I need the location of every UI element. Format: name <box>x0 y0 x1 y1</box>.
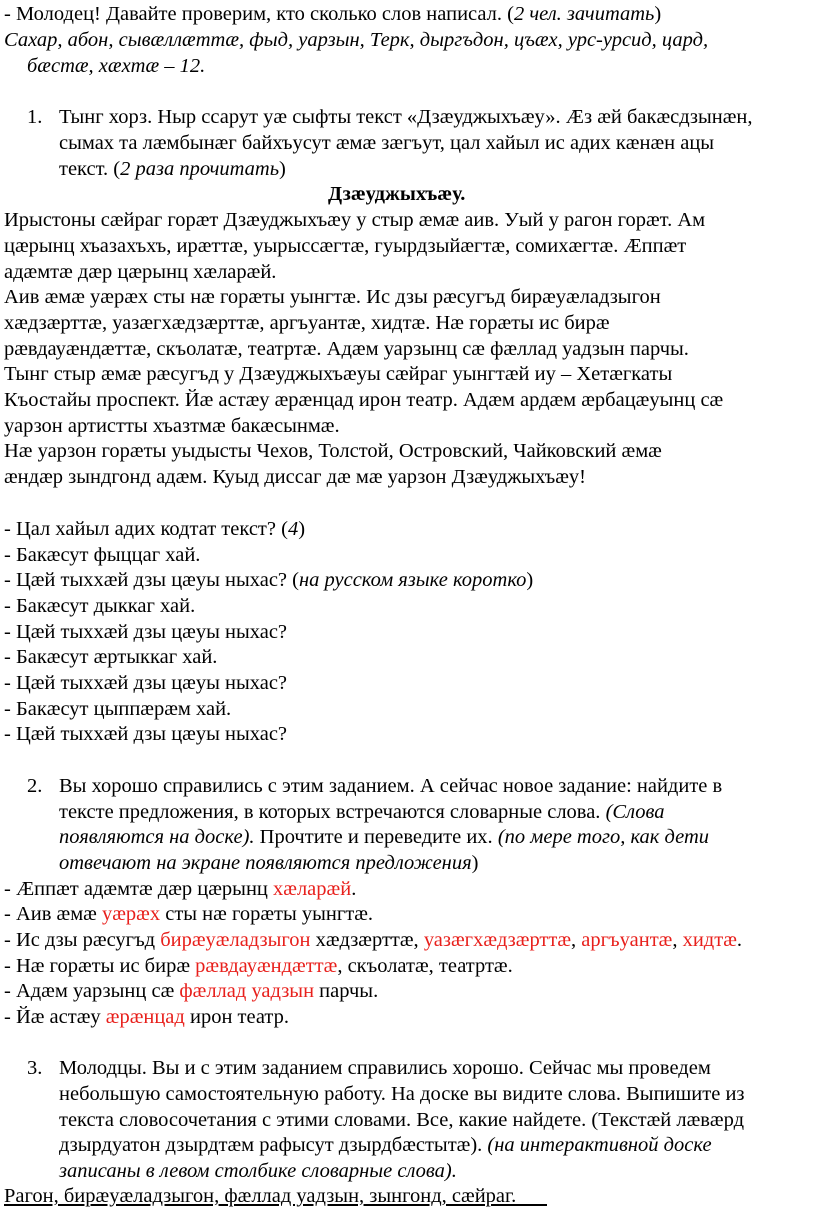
sentence-line: - Йæ астæу æрæнцад ирон театр. <box>4 1006 289 1028</box>
dialog-line: - Цæй тыххæй дзы цæуы ныхас? <box>4 672 288 694</box>
task2-line: отвечают на экране появляются предложения) <box>59 852 479 874</box>
intro-word-list-end: бæстæ, хæхтæ – 12. <box>27 55 206 77</box>
task2-line: тексте предложения, в которых встречаются словарные слова. (Слова <box>59 801 665 823</box>
paragraph-line: Ирыстоны сæйраг горæт Дзæуджыхъæу у стыр æмæ аив. Уый у рагон горæт. Ам <box>4 209 706 231</box>
sentence-line: - Æппæт адæмтæ дæр цæрынц хæларæй. <box>4 878 357 900</box>
highlighted-word: хæларæй <box>273 878 352 900</box>
highlighted-word: рæвдауæндæттæ <box>195 955 338 977</box>
dialog-line: - Цæй тыххæй дзы цæуы ныхас? <box>4 621 288 643</box>
sentence-line: - Адæм уарзынц сæ фæллад уадзын парчы. <box>4 980 379 1002</box>
highlighted-word: фæллад уадзын <box>179 980 315 1002</box>
paragraph-line: уарзон артистты хъазтмæ бакæсынмæ. <box>4 415 340 437</box>
task3-line: Молодцы. Вы и с этим заданием справились хорошо. Сейчас мы проведем <box>59 1057 711 1079</box>
paragraph-line: Къостайы проспект. Йæ астæу æрæнцад ирон театр. Адæм ардæм æрбацæуынц сæ <box>4 389 724 411</box>
task1-line: сымах та лæмбынæг байхъусут æмæ зæгъут, цал хайыл ис адих кæнæн ацы <box>59 132 715 154</box>
highlighted-word: æрæнцад <box>105 1006 185 1028</box>
intro-line: - Молодец! Давайте проверим, кто сколько слов написал. (2 чел. зачитать) <box>4 3 662 25</box>
highlighted-word: уæрæх <box>101 903 161 925</box>
paragraph-line: рæвдауæндæттæ, скъолатæ, театртæ. Адæм уарзынц сæ фæллад уадзын парчы. <box>4 338 689 360</box>
sentence-line: - Ис дзы рæсугъд бирæуæладзыгон хæдзæрттæ, уазæгхæдзæрттæ, аргъуантæ, хидтæ. <box>4 929 742 951</box>
task1-line: Тынг хорз. Ныр ссарут уæ сыфты текст «Дзæуджыхъæу». Æз æй бакæсдзынæн, <box>59 106 753 128</box>
paragraph-line: адæмтæ дæр цæрынц хæларæй. <box>4 261 277 283</box>
paragraph-line: Аив æмæ уæрæх сты нæ горæты уынгтæ. Ис дзы рæсугъд бирæуæладзыгон <box>4 286 661 308</box>
dialog-line: - Бакæсут æртыккаг хай. <box>4 646 218 668</box>
dialog-line: - Бакæсут фыццаг хай. <box>4 544 201 566</box>
dialog-line: - Бакæсут дыккаг хай. <box>4 595 196 617</box>
dialog-line: - Бакæсут цыппæрæм хай. <box>4 698 232 720</box>
bottom-word-line: Рагон, бирæуæладзыгон, фæллад уадзын, зынгонд, сæйраг. <box>4 1185 547 1207</box>
task3-number: 3. <box>27 1057 43 1079</box>
task2-line: появляются на доске). Прочтите и переведите их. (по мере того, как дети <box>59 826 710 848</box>
highlighted-word: хидтæ <box>682 929 737 951</box>
paragraph-line: хæдзæрттæ, уазæгхæдзæрттæ, аргъуантæ, хидтæ. Нæ горæты ис бирæ <box>4 312 610 334</box>
dialog-line: - Цæй тыххæй дзы цæуы ныхас? (на русском языке коротко) <box>4 569 534 591</box>
task3-line: дзырдуатон дзырдтæм рафысут дзырдбæстытæ). (на интерактивной доске <box>59 1134 712 1156</box>
task3-line: небольшую самостоятельную работу. На доске вы видите слова. Выпишите из <box>59 1083 745 1105</box>
task3-line: текста словосочетания с этими словами. Все, какие найдете. (Текстæй лæвæрд <box>59 1109 745 1131</box>
intro-word-list: Сахар, абон, сывæллæттæ, фыд, уарзын, Терк, дыргъдон, цъæх, урс-урсид, цард, <box>4 29 709 51</box>
task1-line: текст. (2 раза прочитать) <box>59 158 286 180</box>
text-title: Дзæуджыхъæу. <box>328 183 466 205</box>
paragraph-line: цæрынц хъазахъхъ, ирæттæ, уырыссæгтæ, гуырдзыйæгтæ, сомихæгтæ. Æппæт <box>4 235 687 257</box>
dialog-line: - Цал хайыл адих кодтат текст? (4) <box>4 518 306 540</box>
paragraph-line: Тынг стыр æмæ рæсугъд у Дзæуджыхъæуы сæйраг уынгтæй иу – Хетæгкаты <box>4 363 673 385</box>
task2-number: 2. <box>27 775 43 797</box>
task1-number: 1. <box>27 106 43 128</box>
sentence-line: - Аив æмæ уæрæх сты нæ горæты уынгтæ. <box>4 903 374 925</box>
highlighted-word: уазæгхæдзæрттæ <box>423 929 572 951</box>
sentence-line: - Нæ горæты ис бирæ рæвдауæндæттæ, скъолатæ, театртæ. <box>4 955 513 977</box>
paragraph-line: Нæ уарзон горæты уыдысты Чехов, Толстой, Островский, Чайковский æмæ <box>4 440 662 462</box>
task3-line: записаны в левом столбике словарные слова). <box>59 1160 457 1182</box>
highlighted-word: бирæуæладзыгон <box>160 929 311 951</box>
dialog-line: - Цæй тыххæй дзы цæуы ныхас? <box>4 723 288 745</box>
highlighted-word: аргъуантæ <box>581 929 673 951</box>
paragraph-line: æндæр зындгонд адæм. Куыд диссаг дæ мæ уарзон Дзæуджыхъæу! <box>4 466 586 488</box>
task2-line: Вы хорошо справились с этим заданием. А сейчас новое задание: найдите в <box>59 775 723 797</box>
